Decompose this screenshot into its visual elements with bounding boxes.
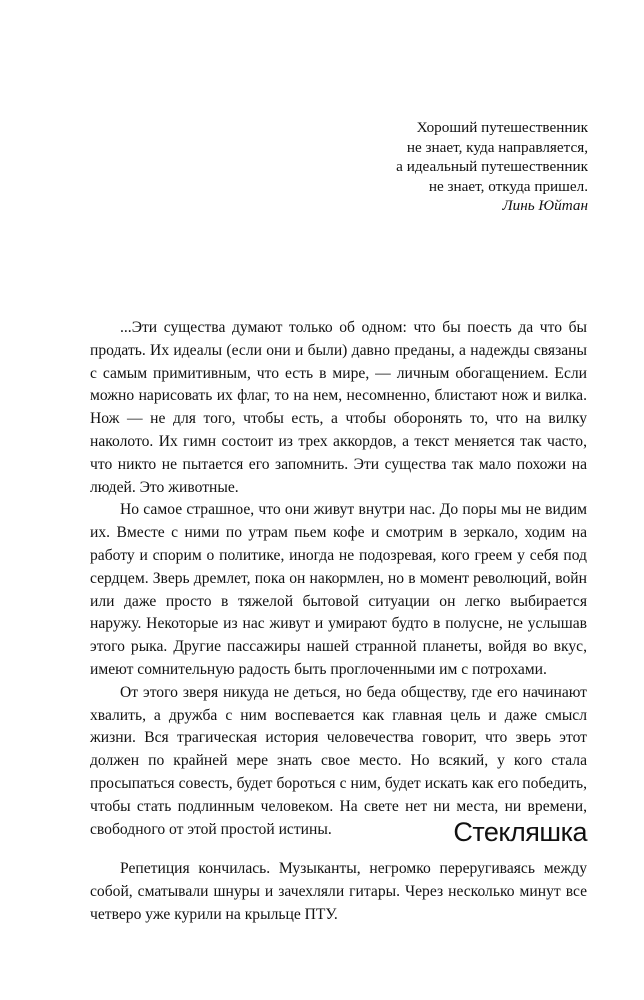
epigraph-line: Хороший путешественник (416, 119, 588, 136)
epigraph (288, 118, 588, 216)
epigraph-line: не знает, куда направляется, (406, 138, 588, 156)
epigraph-line: не знает, откуда пришел. (428, 177, 588, 195)
chapter-title: Стекляшка (453, 817, 587, 847)
intro-paragraph: ...Эти существа думают только об одном: что бы поесть да что бы продать. Их идеалы (если они и были) давно преданы, а надежды связаны с самым примитивным, что есть в мире, — личным обогащением. Если можно нарисовать их флаг, то на нем, несомненно, блистают нож и вилка. Нож — не для того, чтобы есть, а чтобы оборонять то, что на вилку наколото. Их гимн состоит из трех аккордов, а текст меняется так часто, что никто не пытается его запомнить. Эти существа так мало похожи на людей. Это животные. (90, 319, 587, 496)
epigraph-line: а идеальный путешественник (396, 158, 588, 176)
intro-paragraph: От этого зверя никуда не деться, но беда обществу, где его начинают хвалить, а дружба с ним воспевается как главная цель и даже смысл жизни. Вся трагическая история человечества говорит, что зверь этот должен по крайней мере знать свое место. Но всякий, у кого стала просыпаться совесть, будет бороться с ним, будет искать как его победить, чтобы стать подлинным человеком. На свете нет ни места, ни времени, свободного от этой простой истины. (90, 683, 587, 838)
epigraph-author: Линь Юйтан (502, 197, 588, 215)
chapter-text (90, 858, 587, 926)
intro-paragraph: Но самое страшное, что они живут внутри нас. До поры мы не видим их. Вместе с ними по утрам пьем кофе и смотрим в зеркало, ходим на работу и спорим о политике, иногда не подозревая, кого греем у себя под сердцем. Зверь дремлет, пока он накормлен, но в момент революций, войн или даже просто в тяжелой бытовой ситуации он легко выбирается наружу. Некоторые из нас живут и умирают будто в полусне, не услышав этого рыка. Другие пассажиры нашей странной планеты, войдя во вкус, имеют сомнительную радость быть проглоченными им с потрохами. (90, 501, 587, 678)
chapter-paragraph: Репетиция кончилась. Музыканты, негромко переругиваясь между собой, сматывали шнуры и зачехляли гитары. Через несколько минут все четверо уже курили на крыльце ПТУ. (90, 860, 587, 923)
intro-text (90, 317, 587, 841)
